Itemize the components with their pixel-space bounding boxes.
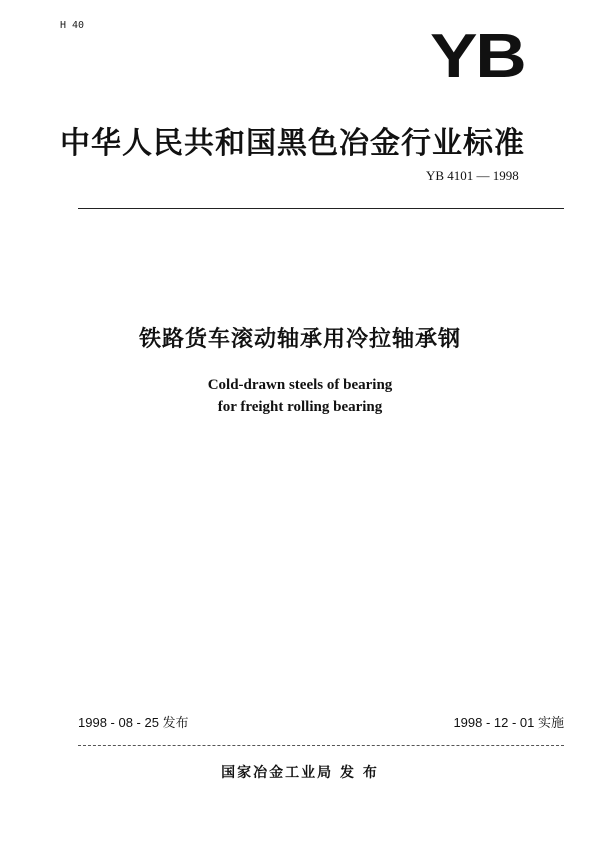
standard-title: 中华人民共和国黑色冶金行业标准 bbox=[60, 126, 525, 161]
classification-code: H 40 bbox=[60, 20, 85, 31]
document-title-cn: 铁路货车滚动轴承用冷拉轴承钢 bbox=[138, 327, 461, 352]
document-title-en bbox=[0, 374, 600, 418]
divider-top bbox=[78, 208, 564, 209]
implementation-date: 1998 - 12 - 01 实施 bbox=[453, 715, 564, 730]
standard-number: YB 4101 — 1998 bbox=[426, 168, 519, 183]
publisher: 国家冶金工业局 发 布 bbox=[221, 765, 379, 781]
yb-logo: YB bbox=[430, 22, 525, 91]
document-title-en-line1: Cold-drawn steels of bearing bbox=[207, 377, 393, 393]
issue-date: 1998 - 08 - 25 发布 bbox=[78, 715, 189, 730]
divider-bottom bbox=[78, 745, 564, 746]
document-title-en-line2: for freight rolling bearing bbox=[217, 399, 383, 415]
